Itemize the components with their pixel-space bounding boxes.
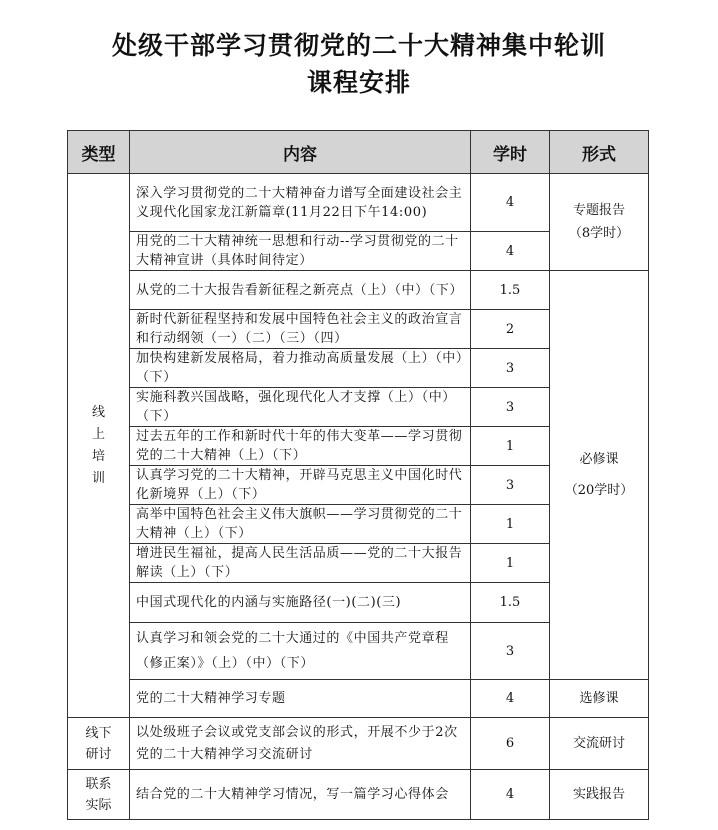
form-required-course: 必修课 （20学时） [550,271,649,680]
course-content: 深入学习贯彻党的二十大精神奋力谱写全面建设社会主义现代化国家龙江新篇章(11月22日下午14:00) [130,174,471,232]
type-online-text: 线 上 培 训 [91,404,105,486]
course-hours: 1 [471,427,550,466]
course-hours: 2 [471,310,550,349]
form-special-report: 专题报告 （8学时） [550,174,649,271]
course-content: 从党的二十大报告看新征程之新亮点（上）（中）（下） [130,271,471,310]
table-row [68,271,649,310]
header-form: 形式 [550,131,649,174]
header-hours: 学时 [471,131,550,174]
course-content: 加快构建新发展格局，着力推动高质量发展（上）（中）（下） [130,349,471,388]
form-elective-course: 选修课 [550,680,649,718]
course-hours: 1.5 [471,583,550,623]
course-hours: 3 [471,623,550,680]
course-content: 增进民生福祉，提高人民生活品质——党的二十大报告解读（上）（下） [130,544,471,583]
course-hours: 1 [471,544,550,583]
table-row [68,174,649,232]
header-type: 类型 [68,131,130,174]
course-hours: 3 [471,466,550,505]
course-content: 中国式现代化的内涵与实施路径(一)(二)(三) [130,583,471,623]
course-content: 党的二十大精神学习专题 [130,680,471,718]
course-hours: 4 [471,680,550,718]
document-title: 处级干部学习贯彻党的二十大精神集中轮训 [111,31,606,60]
course-content: 过去五年的工作和新时代十年的伟大变革——学习贯彻党的二十大精神（上）（下） [130,427,471,466]
course-hours: 6 [471,718,550,770]
course-content: 实施科教兴国战略，强化现代化人才支撑（上）（中）（下） [130,388,471,427]
course-content: 新时代新征程坚持和发展中国特色社会主义的政治宣言和行动纲领（一）（二）（三）（四） [130,310,471,349]
header-content: 内容 [130,131,471,174]
table-row [68,770,649,820]
course-content: 认真学习和领会党的二十大通过的《中国共产党章程（修正案）》（上）（中）（下） [130,623,471,680]
course-hours: 1 [471,505,550,544]
course-schedule-table [67,130,649,820]
type-cell-practice: 联系 实际 [68,770,130,820]
table-header-row [68,131,649,174]
course-content: 认真学习党的二十大精神，开辟马克思主义中国化时代化新境界（上）（下） [130,466,471,505]
table-row [68,680,649,718]
form-practice-report: 实践报告 [550,770,649,820]
course-hours: 4 [471,770,550,820]
course-content: 结合党的二十大精神学习情况，写一篇学习心得体会 [130,770,471,820]
document-subtitle: 课程安排 [306,68,411,97]
course-content: 高举中国特色社会主义伟大旗帜——学习贯彻党的二十大精神（上）（下） [130,505,471,544]
course-hours: 3 [471,388,550,427]
form-discussion: 交流研讨 [550,718,649,770]
course-hours: 4 [471,232,550,271]
type-cell-offline: 线下 研讨 [68,718,130,770]
course-content: 以处级班子会议或党支部会议的形式，开展不少于2次党的二十大精神学习交流研讨 [130,718,471,770]
table-row [68,718,649,770]
course-content: 用党的二十大精神统一思想和行动--学习贯彻党的二十大精神宣讲（具体时间待定） [130,232,471,271]
course-hours: 1.5 [471,271,550,310]
course-hours: 4 [471,174,550,232]
type-cell-online [68,174,130,718]
course-hours: 3 [471,349,550,388]
